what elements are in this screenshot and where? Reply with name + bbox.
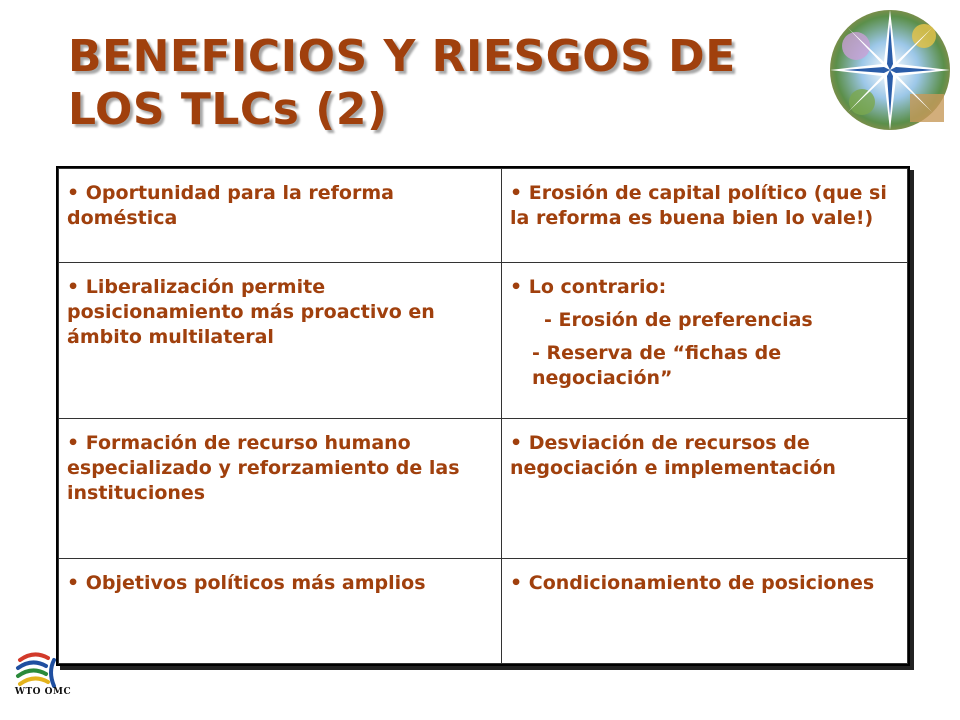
- table-row: [59, 263, 908, 419]
- benefits-risks-table: [56, 166, 910, 666]
- benefit-text: • Oportunidad para la reforma doméstica: [67, 182, 394, 229]
- risk-text: • Erosión de capital político (que si la reforma es buena bien lo vale!): [510, 182, 887, 229]
- table-row: [59, 419, 908, 559]
- risk-subitem: - Erosión de preferencias: [544, 309, 813, 331]
- risk-text: • Desviación de recursos de negociación e implementación: [510, 432, 836, 479]
- wto-logo-text: WTO OMC: [14, 687, 72, 697]
- page-title: [68, 30, 736, 136]
- risk-cell: [502, 559, 908, 664]
- benefit-text: • Liberalización permite posicionamiento más proactivo en ámbito multilateral: [67, 276, 435, 348]
- wto-logo-icon: [10, 636, 70, 716]
- risk-text: • Condicionamiento de posiciones: [510, 572, 874, 594]
- benefit-cell: [59, 169, 502, 263]
- benefit-text: • Objetivos políticos más amplios: [67, 572, 426, 594]
- benefit-cell: [59, 263, 502, 419]
- risk-text: • Lo contrario:: [510, 275, 899, 300]
- risk-cell: [502, 169, 908, 263]
- risk-cell: [502, 419, 908, 559]
- table-row: [59, 559, 908, 664]
- page-title-line-2: LOS TLCs (2): [68, 84, 388, 135]
- starburst-photo-collage-icon: [826, 6, 954, 134]
- risk-cell: [502, 263, 908, 419]
- risk-subitem: - Reserva de “fichas de negociación”: [532, 342, 782, 389]
- benefit-cell: [59, 419, 502, 559]
- table-row: [59, 169, 908, 263]
- page-title-line-1: BENEFICIOS Y RIESGOS DE: [68, 31, 736, 82]
- benefit-text: • Formación de recurso humano especializado y reforzamiento de las instituciones: [67, 432, 460, 504]
- benefit-cell: [59, 559, 502, 664]
